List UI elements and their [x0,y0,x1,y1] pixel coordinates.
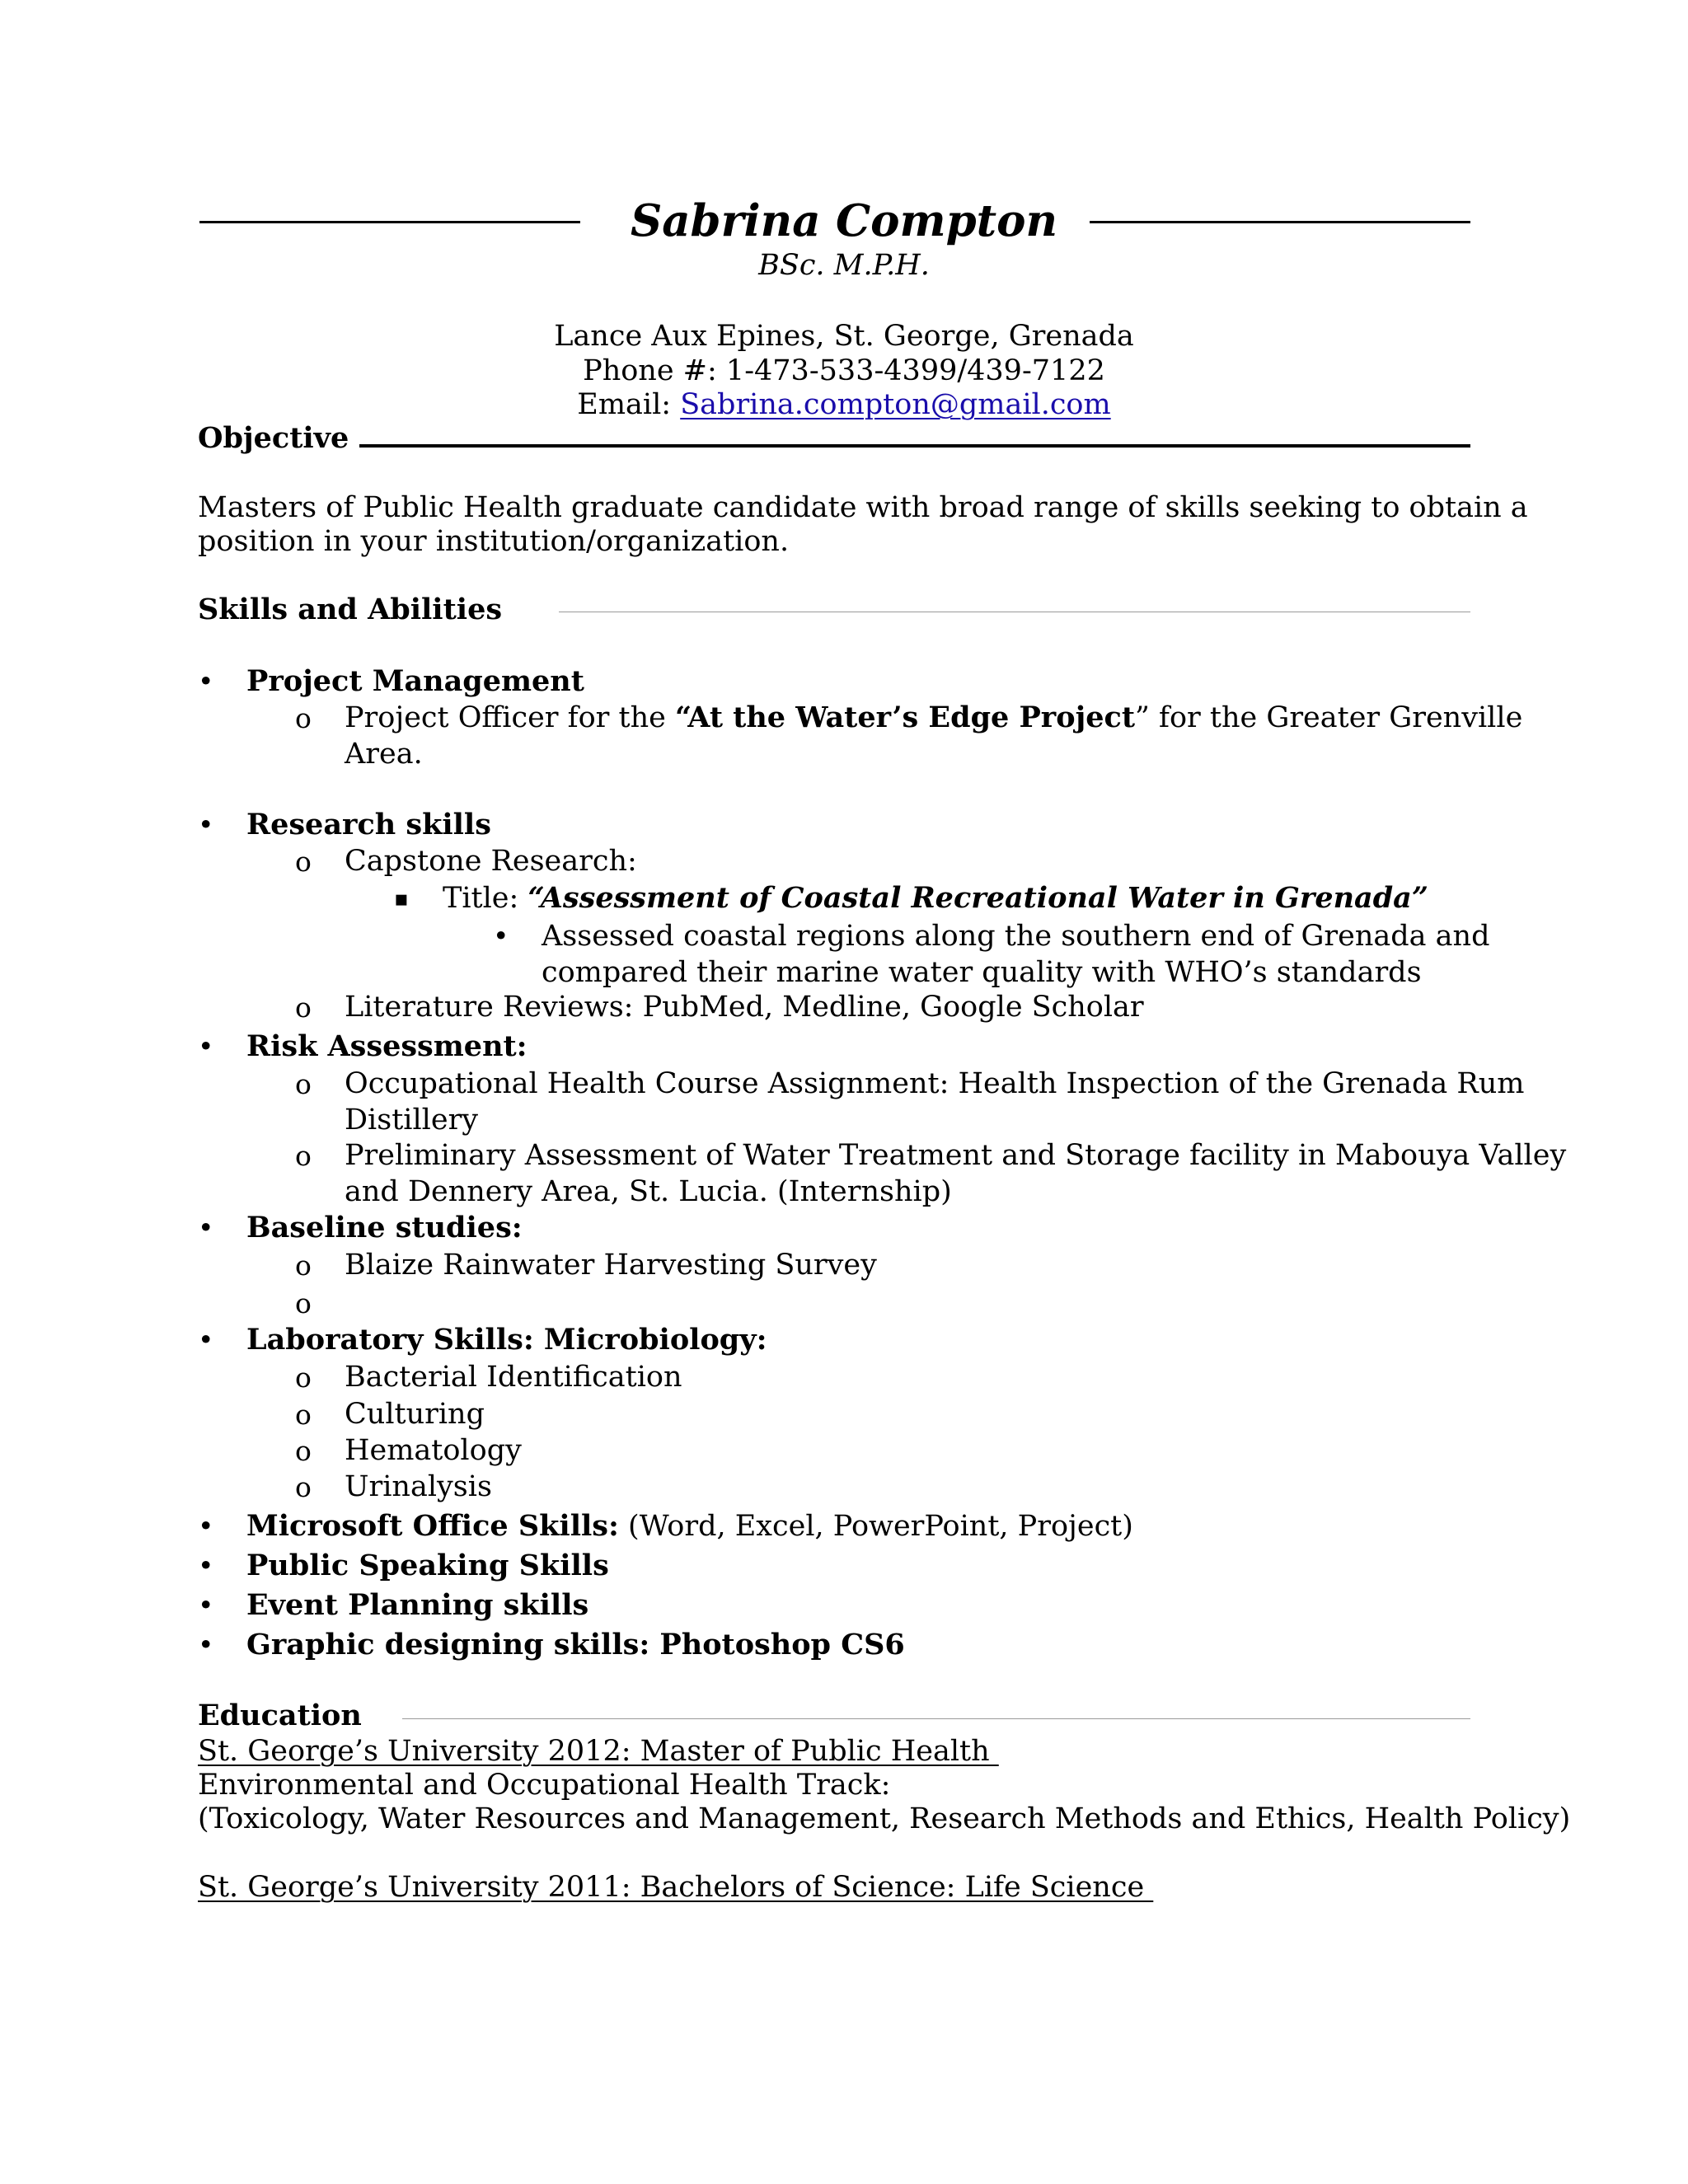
circle-bullet-icon: o [295,1287,312,1319]
project-officer-pre: Project Officer for the [345,701,675,734]
capstone-title-value: “Assessment of Coastal Recreational Water in Grenada” [528,881,1428,915]
skill-graphic-design: Graphic designing skills: Photoshop CS6 [246,1628,905,1661]
capstone-research: Capstone Research: [345,845,637,878]
microsoft-office-list: (Word, Excel, PowerPoint, Project) [618,1510,1133,1543]
bullet-icon: • [198,665,214,697]
email-line [0,387,1688,423]
objective-line-2: position in your institution/organization. [198,525,790,558]
skill-microsoft-office [246,1508,1133,1544]
risk-item-1b: Distillery [345,1104,479,1137]
lab-item: Culturing [345,1398,485,1431]
capstone-title-line [443,880,1428,916]
circle-bullet-icon: o [295,1361,312,1394]
skill-event-planning: Event Planning skills [246,1588,589,1622]
literature-reviews: Literature Reviews: PubMed, Medline, Google Scholar [345,991,1144,1024]
address: Lance Aux Epines, St. George, Grenada [554,320,1134,353]
circle-bullet-icon: o [295,846,312,878]
circle-bullet-icon: o [295,1471,312,1503]
education-heading: Education [198,1699,362,1732]
education-entry-2: St. George’s University 2011: Bachelors of Science: Life Science [198,1871,1154,1904]
circle-bullet-icon: o [295,1068,312,1100]
project-name: “At the Water’s Edge Project [674,701,1136,734]
circle-bullet-icon: o [295,1140,312,1172]
skills-heading: Skills and Abilities [198,593,503,626]
skill-project-management: Project Management [246,664,584,698]
email-label: Email: [577,388,681,421]
skill-risk-assessment: Risk Assessment: [246,1029,528,1063]
phone: Phone #: 1-473-533-4399/439-7122 [583,354,1105,387]
bullet-icon: • [198,1324,214,1356]
capstone-detail-2: compared their marine water quality with WHO’s standards [542,956,1422,989]
bullet-icon: • [493,920,509,952]
lab-item: Hematology [345,1434,522,1467]
project-officer-line [345,700,1522,736]
project-officer-cont: Area. [345,738,423,771]
objective-heading: Objective [198,421,349,455]
circle-bullet-icon: o [295,702,312,734]
lab-item: Urinalysis [345,1470,492,1503]
risk-item-2b: and Dennery Area, St. Lucia. (Internship) [345,1175,952,1208]
email-link[interactable]: Sabrina.compton@gmail.com [680,388,1111,421]
resume-name: Sabrina Compton [630,195,1058,246]
bullet-icon: • [198,1212,214,1244]
circle-bullet-icon: o [295,1399,312,1431]
bullet-icon: • [198,1629,214,1661]
bullet-icon: • [198,1030,214,1062]
bullet-icon: • [198,1589,214,1621]
skill-research: Research skills [246,808,491,841]
project-officer-post: ” for the Greater Grenville [1135,701,1523,734]
credentials: BSc. M.P.H. [758,249,930,282]
lab-item: Bacterial Identification [345,1361,682,1394]
bullet-icon: • [198,1510,214,1542]
education-entry-1: St. George’s University 2012: Master of Public Health [198,1735,999,1768]
objective-line-1: Masters of Public Health graduate candidate with broad range of skills seeking to obtain a [198,491,1528,524]
education-track: Environmental and Occupational Health Track: [198,1769,891,1802]
education-rule [402,1718,1470,1719]
capstone-title-label: Title: [443,882,528,915]
circle-bullet-icon: o [295,1249,312,1282]
skill-public-speaking: Public Speaking Skills [246,1549,609,1582]
bullet-icon: • [198,808,214,841]
baseline-item-1: Blaize Rainwater Harvesting Survey [345,1249,877,1282]
circle-bullet-icon: o [295,1435,312,1467]
capstone-detail-1: Assessed coastal regions along the southern end of Grenada and [542,920,1490,953]
risk-item-2a: Preliminary Assessment of Water Treatment and Storage facility in Mabouya Valley [345,1139,1567,1172]
education-courses: (Toxicology, Water Resources and Management, Research Methods and Ethics, Health Policy) [198,1802,1571,1835]
square-bullet-icon: ▪ [394,887,409,912]
objective-rule [359,444,1470,448]
bullet-icon: • [198,1549,214,1582]
skill-laboratory: Laboratory Skills: Microbiology: [246,1323,767,1357]
circle-bullet-icon: o [295,991,312,1024]
risk-item-1a: Occupational Health Course Assignment: Health Inspection of the Grenada Rum [345,1067,1525,1100]
skill-baseline: Baseline studies: [246,1211,523,1244]
microsoft-office-label: Microsoft Office Skills: [246,1509,619,1543]
